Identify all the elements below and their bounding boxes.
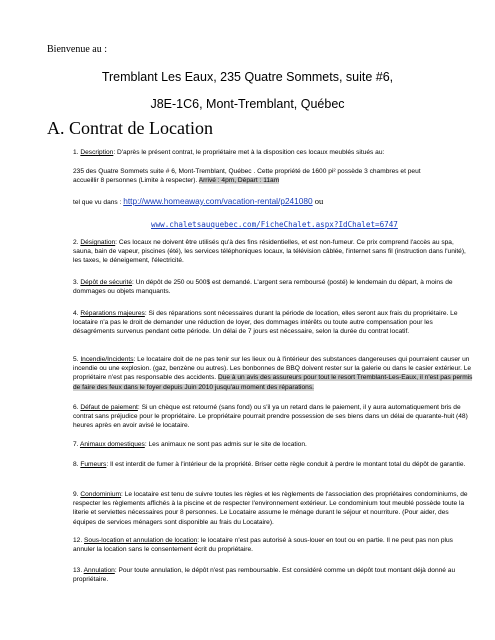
clause-text: : Un dépôt de 250 ou 500$ est demandé. L'argent sera remboursé (posté) le lendemain du départ, à moins de dommages ou objets manquants. bbox=[73, 279, 453, 296]
clause-label: Réparations majeures bbox=[80, 310, 145, 317]
links-or: ou bbox=[312, 196, 324, 206]
clause-number: 9. bbox=[73, 491, 81, 498]
greeting: Bienvenue au : bbox=[47, 44, 107, 55]
clause-condominium bbox=[73, 490, 473, 527]
address-line-1: Tremblant Les Eaux, 235 Quatre Sommets, suite #6, bbox=[101, 70, 394, 84]
clause-number: 2. bbox=[73, 239, 81, 246]
property-line-2: accueillir 8 personnes (Limite à respecter). bbox=[73, 177, 199, 185]
clause-text: : Le locataire est tenu de suivre toutes les règles et les règlements de l'association des propriétaires condominiums, de respecter les règlements affichés à la piscine et de respecter l'environnement extérieur. Le condominium tout meublé possède toute la literie et serviettes nécessaires pour 8 personnes. Le Locataire assume le ménage durant le séjour et nourriture. (Pour aider, des équipes de services ménagers sont disponible au frais du Locataire). bbox=[73, 491, 468, 526]
clause-number: 13. bbox=[73, 567, 84, 574]
clause-label: Animaux domestiques bbox=[79, 441, 145, 448]
section-title: A. Contrat de Location bbox=[47, 118, 213, 138]
clause-text: : Si un chèque est retourné (sans fond) ou s'il ya un retard dans le paiement, il y aura automatiquement bris de contrat sans préjudice pour le propriétaire. Le propriétaire pourrait prendre possession de ses biens dans un délai de quarante-huit (48) heures après en avoir avisé le locataire. bbox=[73, 404, 468, 430]
clause-text: : Pour toute annulation, le dépôt n'est pas remboursable. Est considéré comme un dépôt tout montant déjà donné au propriétaire. bbox=[73, 567, 456, 584]
clause-text: : Le locataire doit de ne pas tenir sur les lieux ou à l'intérieur des substances dangereuses qui pourraient causer un incendie ou une explosion. (gaz, benzène ou autres). Les bonbonnes de BBQ doivent rester sur la galerie ou dans le casier extérieur. Le propriétaire n'est pas responsable des accidents. bbox=[73, 356, 472, 382]
clause-cancellation bbox=[73, 566, 473, 584]
clause-number: 6. bbox=[73, 404, 81, 411]
clause-number: 8. bbox=[73, 461, 81, 468]
arrival-departure-highlight: Arrivé : 4pm, Départ : 11am bbox=[198, 177, 280, 185]
clause-number: 7. bbox=[73, 441, 80, 448]
clause-payment-default bbox=[73, 403, 473, 431]
clause-number: 5. bbox=[73, 356, 81, 363]
clause-smokers bbox=[73, 460, 473, 469]
property-line-1: 235 des Quatre Sommets suite # 6, Mont-Tremblant, Québec . Cette propriété de 1600 pi² possède 3 chambres et peut bbox=[73, 168, 421, 175]
clause-label: Désignation bbox=[80, 239, 116, 246]
clause-sublet-cancellation bbox=[73, 536, 473, 554]
clause-pets bbox=[73, 440, 473, 449]
clause-number: 3. bbox=[73, 279, 81, 286]
clause-label: Annulation bbox=[83, 567, 115, 574]
clause-text: : D'après le présent contrat, le propriétaire met à la disposition ces locaux meublés situés au: bbox=[113, 149, 385, 156]
clause-text: : Il est interdit de fumer à l'intérieur de la propriété. Briser cette règle conduit à perdre le montant total du dépôt de garantie. bbox=[106, 461, 466, 468]
clause-label: Défaut de paiement bbox=[80, 404, 138, 411]
chaletsauquebec-link[interactable]: www.chaletsauquebec.com/FicheChalet.aspx?IdChalet=6747 bbox=[151, 220, 398, 229]
clause-fire-incidents bbox=[73, 355, 473, 392]
clause-number: 1. bbox=[73, 149, 81, 156]
homeaway-link[interactable]: http://www.homeaway.com/vacation-rental/p241080 bbox=[123, 196, 313, 206]
clause-label: Dépôt de sécurité bbox=[80, 279, 133, 286]
clause-number: 12. bbox=[73, 537, 84, 544]
clause-label: Description bbox=[80, 149, 114, 156]
clause-major-repairs bbox=[73, 309, 473, 337]
clause-text: : le locataire n'est pas autorisé à sous-louer en tout ou en partie. Il ne peut pas non plus annuler la location sans le consentement écrit du propriétaire. bbox=[73, 537, 453, 554]
fireplace-notice-highlight: Due à un avis des assureurs pour tout le resort Tremblant-Les-Eaux, il n'est pas permis de faire des feux dans le foyer depuis Juin 2010 jusqu'au moment des réparations. bbox=[73, 374, 473, 391]
clause-text: : Les animaux ne sont pas admis sur le site de location. bbox=[144, 441, 307, 448]
property-details bbox=[73, 167, 473, 185]
clause-text: : Ces locaux ne doivent être utilisés qu'à des fins résidentielles, et est non-fumeur. Ce prix comprend l'accès au spa, sauna, bain de vapeur, piscines (été), les services téléphoniques locaux, la télévision câblée, l'internet sans fil (instruction dans l'unité), les taxes, le déneigement, l'électricité. bbox=[73, 239, 466, 265]
links-intro: tel que vu dans : bbox=[73, 199, 124, 206]
clause-description bbox=[73, 148, 473, 157]
clause-designation bbox=[73, 238, 473, 266]
listing-links bbox=[73, 196, 473, 208]
clause-number: 4. bbox=[73, 310, 81, 317]
clause-label: Fumeurs bbox=[80, 461, 107, 468]
clause-text: : Si des réparations sont nécessaires durant la période de location, elles seront aux frais du propriétaire. Le locataire n'a pas le droit de demander une réduction de loyer, des dommages intérêts ou toute autre compensation pour les désagréments survenus pendant cette période. Un délai de 7 jours est nécessaire, selon la durée du contrat locatif. bbox=[73, 310, 458, 336]
clause-label: Incendie/Incidents bbox=[80, 356, 134, 363]
address-line-2: J8E-1C6, Mont-Tremblant, Québec bbox=[150, 97, 345, 111]
clause-security-deposit bbox=[73, 278, 473, 296]
clause-label: Sous-location et annulation de location bbox=[84, 537, 198, 544]
clause-label: Condominium bbox=[80, 491, 122, 498]
